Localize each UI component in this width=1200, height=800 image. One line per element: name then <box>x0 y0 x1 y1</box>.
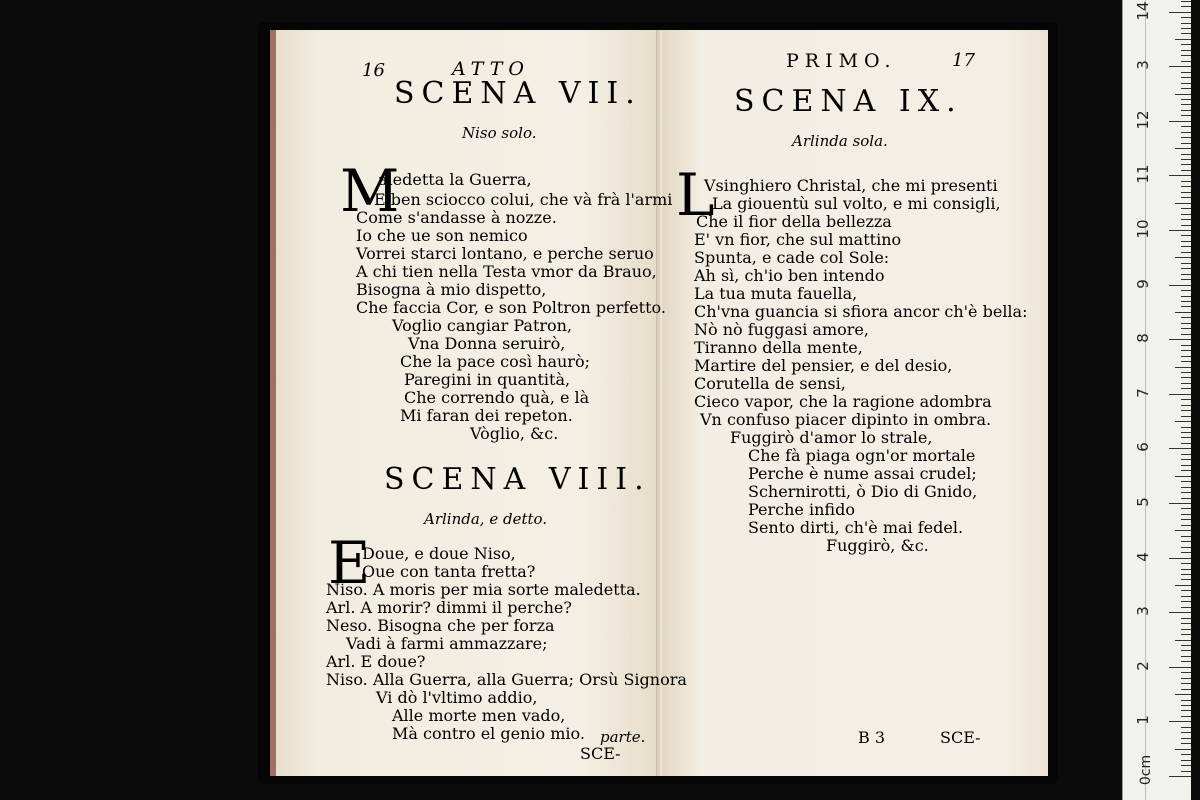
ruler-tick <box>1181 437 1191 438</box>
ruler-tick <box>1175 94 1191 95</box>
verse-line: Corutella de sensi, <box>694 374 846 393</box>
ruler-tick <box>1181 345 1191 346</box>
verse-line: Fuggirò, &c. <box>826 536 929 555</box>
ruler-tick <box>1181 219 1191 220</box>
ruler-tick <box>1181 252 1191 253</box>
ruler-tick <box>1181 235 1191 236</box>
ruler-tick <box>1181 143 1191 144</box>
ruler-tick <box>1169 230 1191 231</box>
ruler-tick <box>1169 448 1191 449</box>
ruler-tick <box>1181 634 1191 635</box>
ruler-tick <box>1181 710 1191 711</box>
ruler-tick <box>1175 640 1191 641</box>
ruler-tick <box>1181 137 1191 138</box>
ruler-tick <box>1181 443 1191 444</box>
ruler-tick <box>1175 749 1191 750</box>
ruler-tick <box>1181 383 1191 384</box>
ruler-tick <box>1175 476 1191 477</box>
verse-line: Vn confuso piacer dipinto in ombra. <box>700 410 992 429</box>
verse-line: La tua muta fauella, <box>694 284 858 303</box>
ruler-number: 7 <box>1134 388 1152 398</box>
ruler-tick <box>1169 339 1191 340</box>
verse-line: Neso. Bisogna che per forza <box>326 616 555 635</box>
verse-line: Oue con tanta fretta? <box>362 562 536 581</box>
verse-line: Perche è nume assai crudel; <box>748 464 977 483</box>
ruler-number: 6 <box>1134 442 1152 453</box>
verse-line: E' vn fior, che sul mattino <box>694 230 902 249</box>
ruler-tick <box>1181 154 1191 155</box>
ruler-tick <box>1175 257 1191 258</box>
ruler-number: 3 <box>1134 60 1152 70</box>
verse-line: Che correndo quà, e là <box>404 388 590 407</box>
ruler-tick <box>1181 186 1191 187</box>
ruler-tick <box>1181 301 1191 302</box>
verse-line: Fuggirò d'amor lo strale, <box>730 428 933 447</box>
ruler-tick <box>1169 12 1191 13</box>
scene-7-title: SCENA VII. <box>394 76 642 111</box>
ruler-tick <box>1181 738 1191 739</box>
running-head-left: ATTO <box>452 58 530 80</box>
ruler-tick <box>1181 399 1191 400</box>
ruler-tick <box>1181 410 1191 411</box>
ruler-tick <box>1181 77 1191 78</box>
ruler-tick <box>1181 6 1191 7</box>
ruler-tick <box>1169 721 1191 722</box>
verse-line: Niso. A moris per mia sorte maledetta. <box>326 580 641 599</box>
ruler-tick <box>1181 547 1191 548</box>
ruler-tick <box>1181 498 1191 499</box>
verse-line: Arl. A morir? dimmi il perche? <box>326 598 572 617</box>
ruler-tick <box>1181 72 1191 73</box>
ruler-tick <box>1181 28 1191 29</box>
ruler-tick <box>1175 312 1191 313</box>
ruler-tick <box>1181 350 1191 351</box>
verse-line: Ch'vna guancia si sfiora ancor ch'è bella: <box>694 302 1028 321</box>
ruler-tick <box>1181 99 1191 100</box>
verse-line: Come s'andasse à nozze. <box>356 208 557 227</box>
ruler-tick <box>1181 552 1191 553</box>
ruler-tick <box>1181 743 1191 744</box>
ruler-tick <box>1181 508 1191 509</box>
ruler-tick <box>1181 683 1191 684</box>
ruler-tick <box>1175 39 1191 40</box>
exit-direction: parte. <box>600 728 646 746</box>
ruler-tick <box>1175 530 1191 531</box>
verse-line: Niso. Alla Guerra, alla Guerra; Orsù Signora <box>326 670 687 689</box>
ruler-number: 4 <box>1134 551 1152 562</box>
ruler-tick <box>1181 760 1191 761</box>
ruler-tick <box>1181 705 1191 706</box>
ruler-tick <box>1181 268 1191 269</box>
ruler-tick <box>1181 645 1191 646</box>
ruler-tick <box>1175 148 1191 149</box>
ruler-tick <box>1181 334 1191 335</box>
ruler-tick <box>1181 661 1191 662</box>
ruler-number: 11 <box>1134 164 1152 184</box>
scene-7-dropcap: M <box>340 157 400 225</box>
verse-line: E ben sciocco colui, che và frà l'armi <box>374 190 673 209</box>
verse-line: A chi tien nella Testa vmor da Brauo, <box>356 262 657 281</box>
verse-line: Che la pace così haurò; <box>400 352 590 371</box>
ruler-tick <box>1181 754 1191 755</box>
ruler-tick <box>1181 55 1191 56</box>
ruler-tick <box>1181 716 1191 717</box>
ruler-tick <box>1181 470 1191 471</box>
ruler-number: 1 <box>1134 715 1152 726</box>
ruler-tick <box>1169 66 1191 67</box>
ruler-tick <box>1181 83 1191 84</box>
ruler-tick <box>1181 601 1191 602</box>
ruler-tick <box>1181 607 1191 608</box>
ruler-tick <box>1181 33 1191 34</box>
ruler-tick <box>1181 432 1191 433</box>
ruler-tick <box>1169 612 1191 613</box>
verse-line: Tiranno della mente, <box>694 338 863 357</box>
ruler-tick <box>1181 263 1191 264</box>
ruler-tick <box>1181 732 1191 733</box>
ruler-tick <box>1181 44 1191 45</box>
ruler-tick <box>1181 192 1191 193</box>
ruler-tick <box>1181 88 1191 89</box>
ruler-number: 3 <box>1134 606 1152 616</box>
verse-line: Vna Donna seruirò, <box>408 334 566 353</box>
ruler-tick <box>1169 558 1191 559</box>
ruler-tick <box>1181 181 1191 182</box>
catchword-left: SCE- <box>580 744 621 763</box>
ruler-tick <box>1181 241 1191 242</box>
verse-line: Vorrei starci lontano, e perche seruo <box>356 244 654 263</box>
ruler-tick <box>1181 104 1191 105</box>
scene-9-dropcap: L <box>676 161 715 229</box>
page-number-right: 17 <box>952 50 975 71</box>
ruler-tick <box>1169 175 1191 176</box>
ruler-unit-label: 0cm <box>1138 754 1155 786</box>
ruler-tick <box>1181 61 1191 62</box>
ruler-tick <box>1181 590 1191 591</box>
ruler-tick <box>1181 23 1191 24</box>
ruler-number: 9 <box>1134 278 1152 289</box>
ruler-tick <box>1181 126 1191 127</box>
ruler-tick <box>1175 203 1191 204</box>
verse-line: Vsinghiero Christal, che mi presenti <box>704 176 998 195</box>
verse-line: Schernirotti, ò Dio di Gnido, <box>748 482 978 501</box>
ruler-tick <box>1181 579 1191 580</box>
ruler-tick <box>1181 377 1191 378</box>
verse-line: Che il fior della bellezza <box>696 212 892 231</box>
ruler-tick <box>1181 481 1191 482</box>
ruler-number: 12 <box>1134 110 1152 130</box>
ruler-tick <box>1181 50 1191 51</box>
verse-line: Mi faran dei repeton. <box>400 406 573 425</box>
ruler-tick <box>1181 771 1191 772</box>
measuring-ruler <box>1122 0 1191 800</box>
ruler-tick <box>1169 667 1191 668</box>
ruler-tick <box>1181 159 1191 160</box>
ruler-tick <box>1181 672 1191 673</box>
catchword-right: SCE- <box>940 728 981 747</box>
scene-8-dropcap: E <box>328 529 371 597</box>
verse-line: Arl. E doue? <box>326 652 426 671</box>
ruler-tick <box>1181 465 1191 466</box>
ruler-tick <box>1181 405 1191 406</box>
verse-line: Vadi à farmi ammazzare; <box>346 634 548 653</box>
verse-line: Voglio cangiar Patron, <box>392 316 573 335</box>
ruler-tick <box>1181 290 1191 291</box>
ruler-tick <box>1181 541 1191 542</box>
verse-line: Martire del pensier, e del desio, <box>694 356 953 375</box>
ruler-tick <box>1169 776 1191 777</box>
page-number-left: 16 <box>362 60 385 81</box>
scene-9-title: SCENA IX. <box>734 84 963 119</box>
ruler-tick <box>1181 519 1191 520</box>
running-head-right: PRIMO. <box>786 50 897 72</box>
verse-line: Doue, e doue Niso, <box>362 544 516 563</box>
ruler-tick <box>1181 388 1191 389</box>
ruler-tick <box>1181 170 1191 171</box>
ruler-tick <box>1181 372 1191 373</box>
ruler-number: 2 <box>1134 661 1152 671</box>
verse-line: Mà contro el genio mio. <box>392 724 585 743</box>
ruler-tick <box>1181 700 1191 701</box>
ruler-tick <box>1181 569 1191 570</box>
scene-8-title: SCENA VIII. <box>384 462 651 497</box>
ruler-tick <box>1181 296 1191 297</box>
verse-line: Vòglio, &c. <box>470 424 559 443</box>
ruler-tick <box>1181 323 1191 324</box>
ruler-number: 14 <box>1134 1 1152 21</box>
verse-line: Sento dirti, ch'è mai fedel. <box>748 518 964 537</box>
ruler-tick <box>1181 427 1191 428</box>
verse-line: Cieco vapor, che la ragione adombra <box>694 392 992 411</box>
ruler-tick <box>1181 361 1191 362</box>
verse-line: La giouentù sul volto, e mi consigli, <box>712 194 1001 213</box>
ruler-tick <box>1181 536 1191 537</box>
verse-line: Alle morte men vado, <box>392 706 566 725</box>
scene-9-stage-direction: Arlinda sola. <box>792 132 888 150</box>
ruler-tick <box>1181 596 1191 597</box>
scene-7-stage-direction: Niso solo. <box>462 124 537 142</box>
ruler-tick <box>1181 623 1191 624</box>
ruler-tick <box>1169 285 1191 286</box>
ruler-tick <box>1181 629 1191 630</box>
ruler-tick <box>1181 689 1191 690</box>
ruler-tick <box>1181 454 1191 455</box>
verse-line: Ah sì, ch'io ben intendo <box>694 266 885 285</box>
ruler-tick <box>1181 328 1191 329</box>
ruler-tick <box>1175 421 1191 422</box>
ruler-tick <box>1181 492 1191 493</box>
ruler-tick <box>1181 197 1191 198</box>
verse-line: Paregini in quantità, <box>404 370 571 389</box>
ruler-tick <box>1181 525 1191 526</box>
verse-line: Che fà piaga ogn'or mortale <box>748 446 976 465</box>
ruler-tick <box>1181 17 1191 18</box>
ruler-number: 8 <box>1134 333 1152 343</box>
ruler-tick <box>1181 356 1191 357</box>
ruler-tick <box>1181 115 1191 116</box>
ruler-tick <box>1181 317 1191 318</box>
scene-8-stage-direction: Arlinda, e detto. <box>424 510 548 528</box>
verse-line: Bisogna à mio dispetto, <box>356 280 547 299</box>
ruler-tick <box>1175 367 1191 368</box>
ruler-number: 5 <box>1134 497 1152 507</box>
verse-line: Spunta, e cade col Sole: <box>694 248 890 267</box>
ruler-tick <box>1181 487 1191 488</box>
ruler-tick <box>1181 274 1191 275</box>
ruler-tick <box>1181 678 1191 679</box>
ruler-tick <box>1175 694 1191 695</box>
ruler-tick <box>1181 650 1191 651</box>
ruler-tick <box>1181 246 1191 247</box>
signature-mark: B 3 <box>858 728 886 747</box>
verse-line: aledetta la Guerra, <box>378 170 532 189</box>
ruler-tick <box>1181 208 1191 209</box>
ruler-tick <box>1181 1 1191 2</box>
ruler-tick <box>1181 459 1191 460</box>
ruler-tick <box>1181 164 1191 165</box>
verse-line: Io che ue son nemico <box>356 226 528 245</box>
verse-line: Vi dò l'vltimo addio, <box>376 688 538 707</box>
verse-line: Nò nò fuggasi amore, <box>694 320 869 339</box>
verse-line: Che faccia Cor, e son Poltron perfetto. <box>356 298 666 317</box>
ruler-tick <box>1181 306 1191 307</box>
ruler-tick <box>1181 225 1191 226</box>
ruler-number: 10 <box>1134 219 1152 239</box>
ruler-tick <box>1181 416 1191 417</box>
ruler-tick <box>1181 279 1191 280</box>
ruler-tick <box>1169 503 1191 504</box>
ruler-tick <box>1175 585 1191 586</box>
ruler-tick <box>1181 110 1191 111</box>
ruler-tick <box>1181 727 1191 728</box>
ruler-tick <box>1181 618 1191 619</box>
ruler-tick <box>1181 574 1191 575</box>
ruler-tick <box>1181 563 1191 564</box>
ruler-tick <box>1181 132 1191 133</box>
ruler-tick <box>1181 514 1191 515</box>
ruler-tick <box>1169 121 1191 122</box>
ruler-tick <box>1181 765 1191 766</box>
verse-line: Perche infido <box>748 500 855 519</box>
ruler-tick <box>1169 394 1191 395</box>
ruler-tick <box>1181 214 1191 215</box>
ruler-tick <box>1181 656 1191 657</box>
